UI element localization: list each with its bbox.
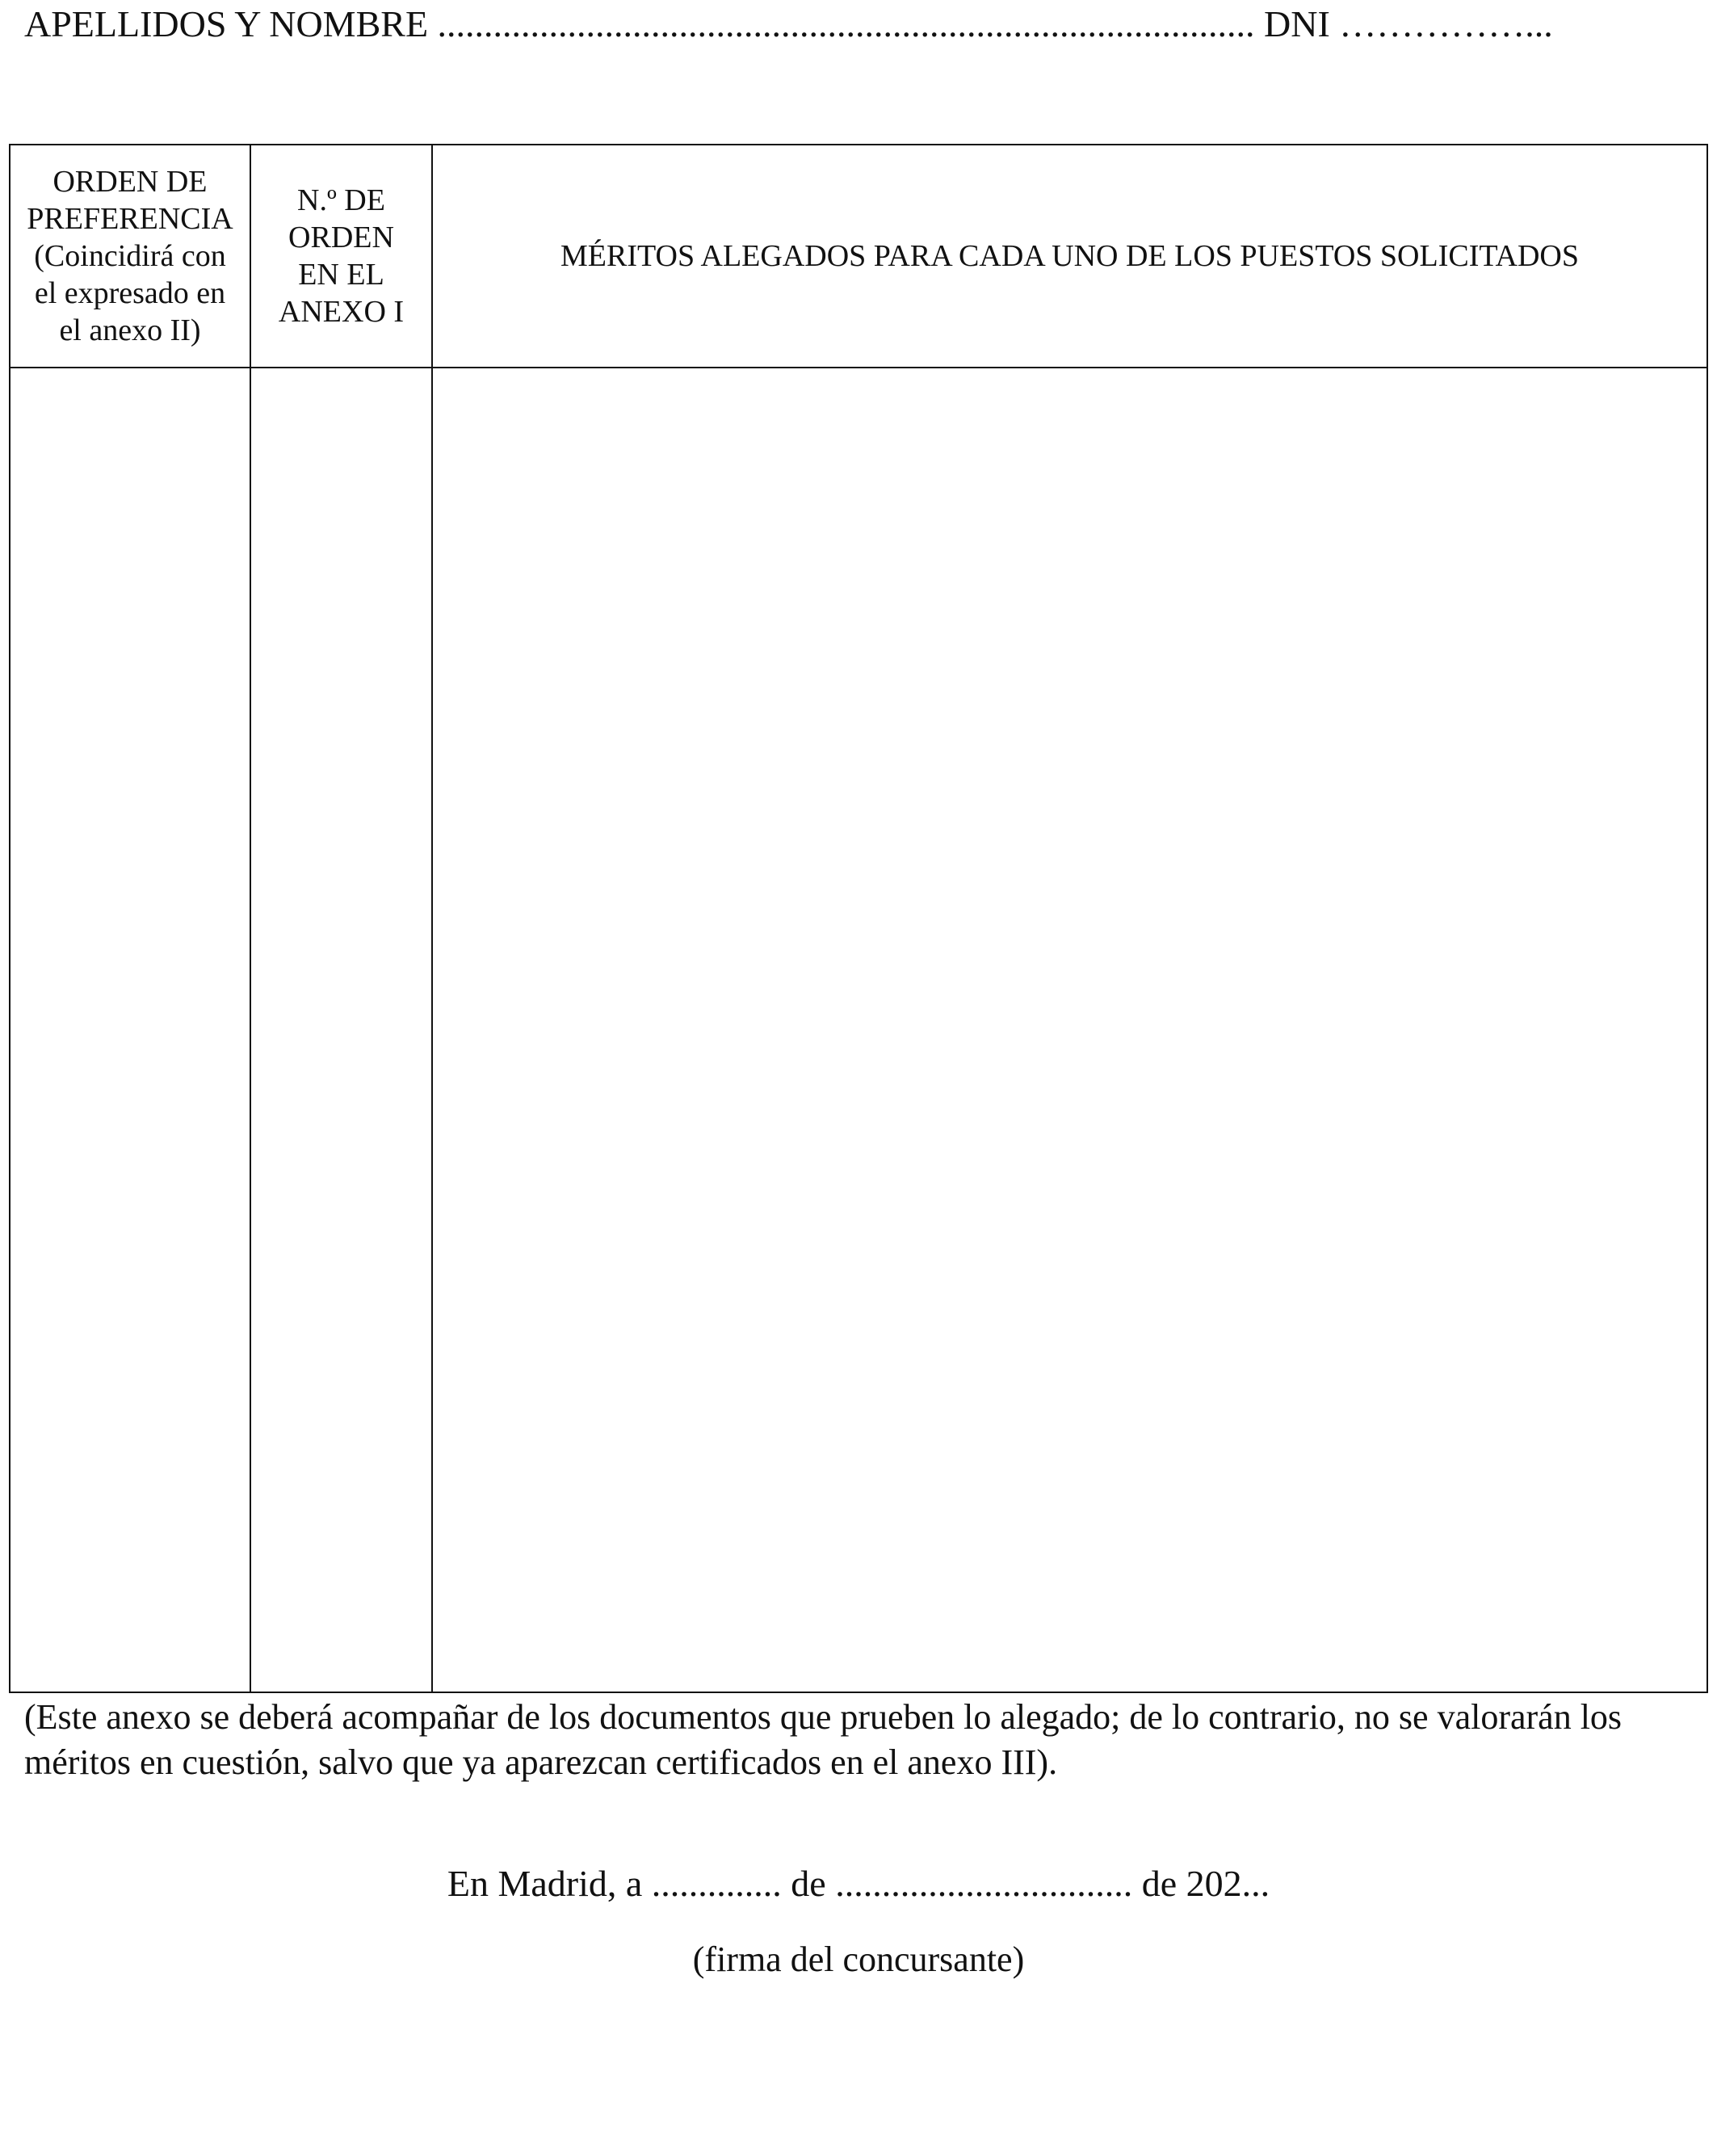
table-row [10, 368, 1707, 1692]
place-date-line [0, 1860, 1717, 1908]
header-annex-order-number-label: N.º DE ORDEN EN EL ANEXO I [278, 183, 405, 329]
preference-order-cell[interactable] [10, 368, 250, 1692]
merits-table-header-row [10, 145, 1707, 368]
place-date-text: En Madrid, a .............. de ................................ de 202... [447, 1863, 1270, 1904]
signature-label: (firma del concursante) [692, 1940, 1025, 1979]
header-preference-order [10, 145, 250, 368]
merits-cell[interactable] [432, 368, 1707, 1692]
header-preference-order-label: ORDEN DE PREFERENCIA (Coincidirá con el expresado en el anexo II) [27, 165, 233, 347]
applicant-name-dni-line: APELLIDOS Y NOMBRE ........................................................................................ DNI ……………... [24, 3, 1553, 44]
annex-footnote: (Este anexo se deberá acompañar de los documentos que prueben lo alegado; de lo contrario, no se valorarán los méritos en cuestión, salvo que ya aparezcan certificados en el anexo III). [24, 1697, 1623, 1782]
header-merits-label: MÉRITOS ALEGADOS PARA CADA UNO DE LOS PUESTOS SOLICITADOS [560, 239, 1579, 273]
merits-table [9, 144, 1708, 1693]
header-merits [432, 145, 1707, 368]
header-annex-order-number [250, 145, 432, 368]
annex-order-number-cell[interactable] [250, 368, 432, 1692]
